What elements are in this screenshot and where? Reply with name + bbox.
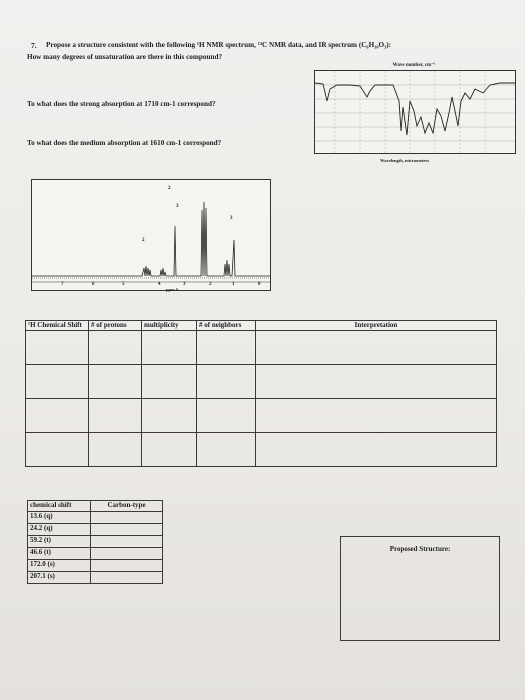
nmr-integral-3: 2 [142,238,145,243]
carbon-shift-cell: 24.2 (q) [28,524,91,536]
table-row [28,524,163,536]
nmr-tick-4: 4 [158,282,161,287]
cell[interactable] [197,399,256,433]
carbon-type-cell[interactable] [91,560,163,572]
ir-spectrum [314,70,516,154]
question-number: 7. [31,41,37,50]
table-row [28,536,163,548]
h-nmr-spectrum [31,179,271,291]
cell[interactable] [197,365,256,399]
nmr-tick-1: 1 [232,282,235,287]
header-carbon-type: Carbon-type [91,501,163,512]
nmr-tick-6: 6 [92,282,95,287]
nmr-integral-1: 3 [176,204,179,209]
cell[interactable] [89,331,142,365]
cell[interactable] [142,331,197,365]
proton-nmr-table [25,320,497,467]
nmr-tick-2: 2 [209,282,212,287]
carbon-type-cell[interactable] [91,512,163,524]
cell[interactable] [256,365,497,399]
header-num-protons: # of protons [89,321,142,331]
nmr-integral-2: 2 [168,186,171,191]
question-unsaturation: How many degrees of unsaturation are there in this compound? [27,53,223,61]
nmr-ppm-label: ppm δ [166,287,179,292]
cell[interactable] [89,399,142,433]
cell[interactable] [142,433,197,467]
header-multiplicity: multiplicity [142,321,197,331]
cell[interactable] [26,433,89,467]
header-num-neighbors: # of neighbors [197,321,256,331]
table-row [26,433,497,467]
proposed-structure-box[interactable] [340,536,500,641]
table-row [28,560,163,572]
proposed-structure-label: Proposed Structure: [389,545,451,553]
table-row [26,331,497,365]
cell[interactable] [89,433,142,467]
question-prompt: Propose a structure consistent with the following ¹H NMR spectrum, ¹³C NMR data, and IR spectrum (C₆H₁₀O₃): [46,41,392,49]
ir-wavenumber-label: Wave number, cm⁻¹ [392,63,436,68]
nmr-tick-7: 7 [61,282,64,287]
h-nmr-plot [32,180,270,290]
cell[interactable] [197,433,256,467]
carbon-shift-cell: 172.0 (s) [28,560,91,572]
cell[interactable] [197,331,256,365]
question-1710-absorption: To what does the strong absorption at 1710 cm-1 correspond? [27,100,216,108]
ir-spectrum-plot [315,71,515,153]
cell[interactable] [256,331,497,365]
nmr-integral-4: 3 [230,216,233,221]
nmr-tick-0: 0 [258,282,261,287]
header-chemical-shift: ¹H Chemical Shift [26,321,89,331]
cell[interactable] [142,365,197,399]
cell[interactable] [26,399,89,433]
carbon-type-cell[interactable] [91,572,163,584]
cell[interactable] [256,433,497,467]
carbon-type-cell[interactable] [91,548,163,560]
carbon-shift-cell: 46.6 (t) [28,548,91,560]
ir-wavelength-label: Wavelength, micrometers [380,158,430,163]
carbon-nmr-table [27,500,163,584]
table-row [26,399,497,433]
carbon-table-header [28,501,163,512]
proton-table-header [26,321,497,331]
carbon-type-cell[interactable] [91,524,163,536]
cell[interactable] [142,399,197,433]
carbon-shift-cell: 13.6 (q) [28,512,91,524]
cell[interactable] [89,365,142,399]
carbon-shift-cell: 59.2 (t) [28,536,91,548]
carbon-type-cell[interactable] [91,536,163,548]
nmr-tick-5: 5 [122,282,125,287]
header-carbon-shift: chemical shift [28,501,91,512]
table-row [28,512,163,524]
table-row [26,365,497,399]
cell[interactable] [26,365,89,399]
header-interpretation: Interpretation [256,321,497,331]
table-row [28,572,163,584]
table-row [28,548,163,560]
cell[interactable] [256,399,497,433]
question-1610-absorption: To what does the medium absorption at 1610 cm-1 correspond? [27,139,222,147]
nmr-tick-3: 3 [183,282,186,287]
carbon-shift-cell: 207.1 (s) [28,572,91,584]
cell[interactable] [26,331,89,365]
